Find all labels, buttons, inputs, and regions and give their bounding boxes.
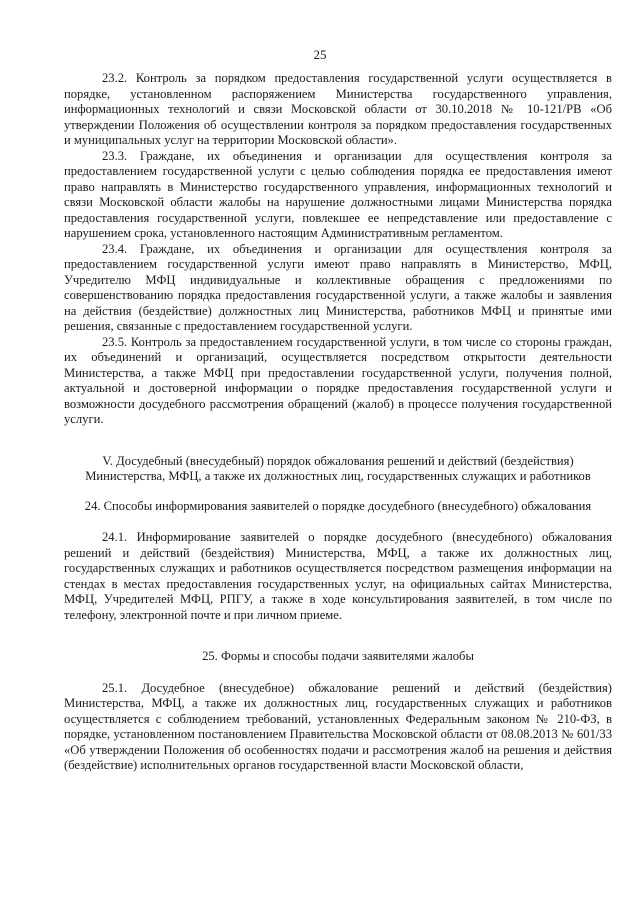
paragraph-23-4: 23.4. Граждане, их объединения и организации для осуществления контроля за предоставлением государственной услуги имеют право направлять в Министерство, МФЦ, Учредителю МФЦ индивидуальные и коллективные обращения с предложениями по совершенствованию порядка предоставления государственной услуги, а также жалобы и заявления на действия (бездействие) должностных лиц Министерства, работников МФЦ и принятые ими решения, связанные с предоставлением государственной услуги.	[64, 241, 612, 333]
page-number: 25	[313, 47, 327, 62]
page-content	[64, 71, 612, 774]
section-5-title-line-2: Министерства, МФЦ, а также их должностных лиц, государственных служащих и работников	[85, 469, 591, 483]
spacer	[64, 623, 612, 649]
paragraph-24-1: 24.1. Информирование заявителей о порядке досудебного (внесудебного) обжалования решений и действий (бездействия) Министерства, МФЦ, а также их должностных лиц, государственных служащих и работников осуществляется посредством размещения информации на стендах в местах предоставления государственных услуг, на официальных сайтах Министерства, МФЦ, Учредителей МФЦ, РПГУ, а также в ходе консультирования заявителей, в том числе по телефону, электронной почте и при личном приеме.	[64, 530, 612, 622]
spacer	[64, 665, 612, 681]
paragraph-25-1: 25.1. Досудебное (внесудебное) обжалование решений и действий (бездействия) Министерства, МФЦ, а также их должностных лиц, государственных служащих и работников осуществляется с соблюдением требований, установленных Федеральным законом № 210-ФЗ, в порядке, установленном постановлением Правительства Московской области от 08.08.2013 № 601/33 «Об утверждении Положения об особенностях подачи и рассмотрения жалоб на решения и действия (бездействие) исполнительных органов государственной власти Московской области,	[64, 680, 612, 772]
subsection-25-heading: 25. Формы и способы подачи заявителями жалобы	[202, 649, 474, 663]
subsection-24-heading: 24. Способы информирования заявителей о порядке досудебного (внесудебного) обжалования	[84, 498, 592, 513]
paragraph-23-2: 23.2. Контроль за порядком предоставления государственной услуги осуществляется в порядке, установленном распоряжением Министерства государственного управления, информационных технологий и связи Московской области от 30.10.2018 № 10-121/РВ «Об утверждении Положения об осуществлении контроля за порядком предоставления государственных и муниципальных услуг на территории Московской области».	[64, 71, 612, 147]
spacer	[64, 485, 612, 499]
spacer	[64, 428, 612, 454]
paragraph-23-3: 23.3. Граждане, их объединения и организации для осуществления контроля за предоставлением государственной услуги с целью соблюдения порядка ее предоставления имеют право направлять в Министерство государственного управления, информационных технологий и связи Московской области жалобы на нарушение должностными лицами Министерства порядка предоставления государственной услуги, повлекшее ее непредставление или предоставление с нарушением срока, установленного настоящим Административным регламентом.	[64, 148, 612, 240]
paragraph-23-5: 23.5. Контроль за предоставлением государственной услуги, в том числе со стороны граждан, их объединений и организаций, осуществляется посредством открытости деятельности Министерства, а также МФЦ при предоставлении государственной услуги, получения полной, актуальной и достоверной информации о порядке предоставления государственной услуги и возможности досудебного рассмотрения обращений (жалоб) в процессе получения государственной услуги.	[64, 334, 612, 426]
section-5-title-line-1: V. Досудебный (внесудебный) порядок обжалования решений и действий (бездействия)	[102, 453, 574, 468]
spacer	[64, 514, 612, 530]
